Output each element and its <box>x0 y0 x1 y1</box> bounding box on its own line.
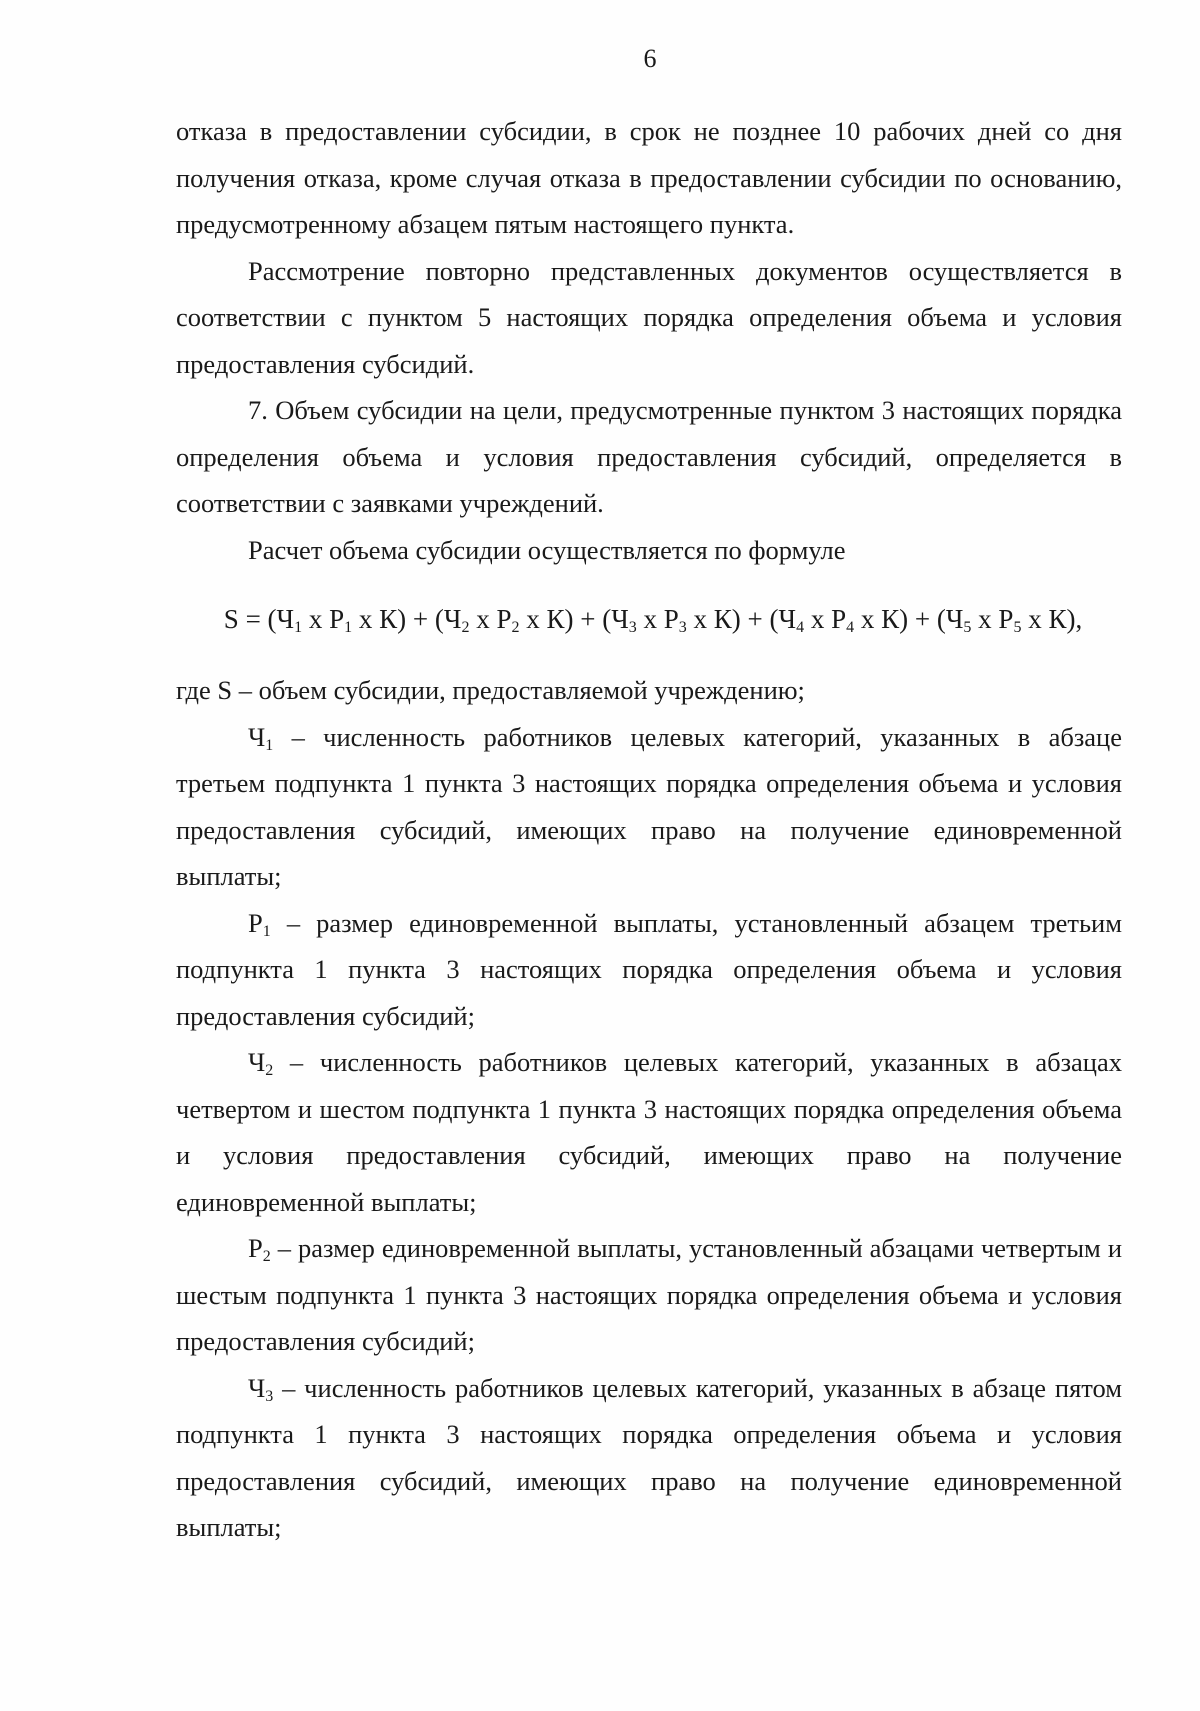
symbol-r1: $Р_1$ <box>248 907 271 940</box>
symbol-ch1: $Ч_1$ <box>248 721 274 754</box>
formula-plus: + <box>908 604 937 634</box>
document-body <box>176 108 1122 1551</box>
definition-r2: $Р_2$ – размер единовременной выплаты, установленный абзацами четвертым и шестым подпункта 1 пункта 3 настоящих порядка определения объема и условия предоставления субсидий; <box>176 1233 1122 1356</box>
formula-term: ($Ч_2$ х $Р_2$ х К) <box>434 604 574 636</box>
formula-term: ($Ч_5$ х $Р_5$ х К) <box>936 604 1076 636</box>
paragraph-formula-intro: Расчет объема субсидии осуществляется по формуле <box>248 534 846 565</box>
formula-term: ($Ч_3$ х $Р_3$ х К) <box>602 604 741 636</box>
definition-ch3: $Ч_3$ – численность работников целевых категорий, указанных в абзаце пятом подпункта 1 пункта 3 настоящих порядка определения объема и условия предоставления субсидий, имеющих право на получение единовременной выплаты; <box>176 1372 1122 1542</box>
definition-s: где S – объем субсидии, предоставляемой учреждению; <box>176 675 805 705</box>
formula-plus: + <box>573 604 603 634</box>
definition-ch1: $Ч_1$ – численность работников целевых категорий, указанных в абзаце третьем подпункта 1 пункта 3 настоящих порядка определения объема и условия предоставления субсидий, имеющих право на получение единовременной выплаты; <box>176 721 1122 891</box>
formula-term: ($Ч_4$ х $Р_4$ х К) <box>769 604 909 636</box>
page-number: 6 <box>643 44 657 73</box>
symbol-ch3: $Ч_3$ <box>248 1372 274 1405</box>
formula-lhs: S = <box>223 604 268 634</box>
formula-term: ($Ч_1$ х $Р_1$ х К) <box>267 604 407 636</box>
symbol-r2: $Р_2$ <box>248 1233 271 1265</box>
subsidy-formula <box>176 589 1122 649</box>
paragraph-resubmission: Рассмотрение повторно представленных документов осуществляется в соответствии с пунктом 5 настоящих порядка определения объема и условия предоставления субсидий. <box>176 255 1122 379</box>
definition-ch2: $Ч_2$ – численность работников целевых категорий, указанных в абзацах четвертом и шестом подпункта 1 пункта 3 настоящих порядка определения объема и условия предоставления субсидий, имеющих право на получение единовременной выплаты; <box>176 1047 1122 1217</box>
definition-r1: $Р_1$ – размер единовременной выплаты, установленный абзацем третьим подпункта 1 пункта 3 настоящих порядка определения объема и условия предоставления субсидий; <box>176 907 1122 1031</box>
paragraph-item-7: 7. Объем субсидии на цели, предусмотренные пунктом 3 настоящих порядка определения объема и условия предоставления субсидий, определяется в соответствии с заявками учреждений. <box>176 395 1122 518</box>
paragraph-continuation: отказа в предоставлении субсидии, в срок не позднее 10 рабочих дней со дня получения отказа, кроме случая отказа в предоставлении субсидии по основанию, предусмотренному абзацем пятым настоящего пункта. <box>176 116 1122 239</box>
symbol-ch2: $Ч_2$ <box>248 1047 274 1079</box>
formula-plus: + <box>740 604 770 634</box>
formula-end: , <box>1075 604 1083 634</box>
formula-plus: + <box>406 604 435 634</box>
